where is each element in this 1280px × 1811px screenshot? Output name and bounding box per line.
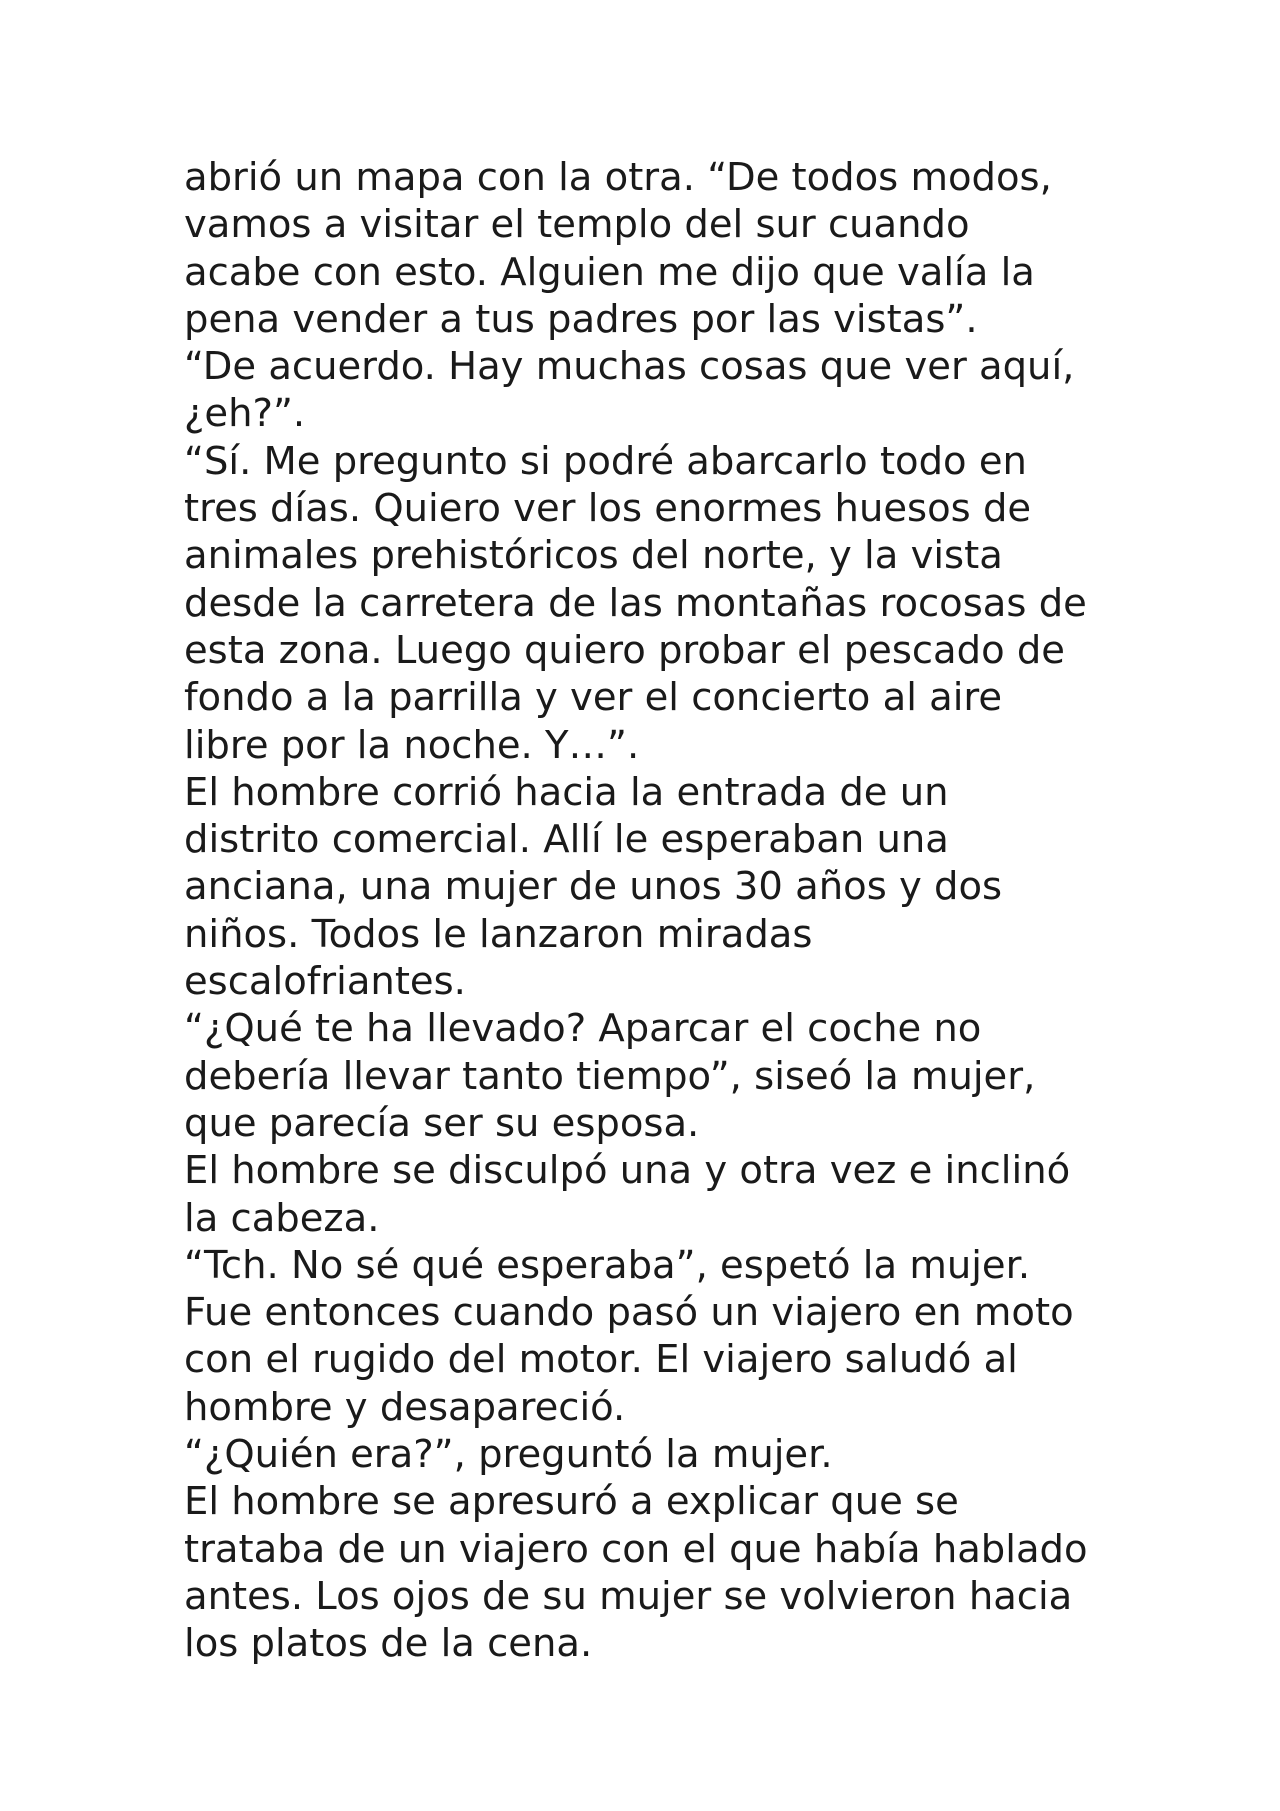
text-line: desde la carretera de las montañas rocosas de: [184, 580, 1087, 626]
text-line: acabe con esto. Alguien me dijo que valía la: [184, 249, 1035, 295]
text-line: Fue entonces cuando pasó un viajero en moto: [184, 1290, 1074, 1336]
text-line: niños. Todos le lanzaron miradas: [184, 911, 813, 957]
text-line: ¿eh?”.: [184, 391, 306, 437]
text-line: trataba de un viajero con el que había hablado: [184, 1526, 1088, 1572]
text-line: “Tch. No sé qué esperaba”, espetó la mujer.: [184, 1242, 1031, 1288]
text-line: distrito comercial. Allí le esperaban una: [184, 817, 949, 863]
text-line: El hombre corrió hacia la entrada de un: [184, 769, 949, 815]
text-line: “¿Qué te ha llevado? Aparcar el coche no: [184, 1006, 982, 1052]
text-line: esta zona. Luego quiero probar el pescado de: [184, 627, 1065, 673]
text-line: El hombre se disculpó una y otra vez e inclinó: [184, 1148, 1071, 1194]
text-line: escalofriantes.: [184, 959, 466, 1005]
text-line: vamos a visitar el templo del sur cuando: [184, 202, 970, 248]
text-line: que parecía ser su esposa.: [184, 1100, 700, 1146]
text-line: la cabeza.: [184, 1195, 380, 1241]
text-line: antes. Los ojos de su mujer se volvieron hacia: [184, 1573, 1073, 1619]
text-line: debería llevar tanto tiempo”, siseó la mujer,: [184, 1053, 1036, 1099]
text-line: anciana, una mujer de unos 30 años y dos: [184, 864, 1003, 910]
text-line: hombre y desapareció.: [184, 1384, 626, 1430]
text-line: libre por la noche. Y…”.: [184, 722, 640, 768]
text-line: con el rugido del motor. El viajero saludó al: [184, 1337, 1018, 1383]
text-line: los platos de la cena.: [184, 1621, 593, 1667]
body-text: [184, 154, 1144, 1668]
text-line: abrió un mapa con la otra. “De todos modos,: [184, 155, 1052, 200]
text-line: tres días. Quiero ver los enormes huesos de: [184, 486, 1032, 532]
text-line: pena vender a tus padres por las vistas”.: [184, 296, 978, 342]
text-line: fondo a la parrilla y ver el concierto al aire: [184, 675, 1003, 721]
text-line: El hombre se apresuró a explicar que se: [184, 1479, 959, 1525]
text-line: “De acuerdo. Hay muchas cosas que ver aquí,: [184, 344, 1075, 390]
text-line: animales prehistóricos del norte, y la vista: [184, 533, 1003, 579]
text-line: “¿Quién era?”, preguntó la mujer.: [184, 1432, 833, 1478]
text-line: “Sí. Me pregunto si podré abarcarlo todo en: [184, 438, 1027, 484]
